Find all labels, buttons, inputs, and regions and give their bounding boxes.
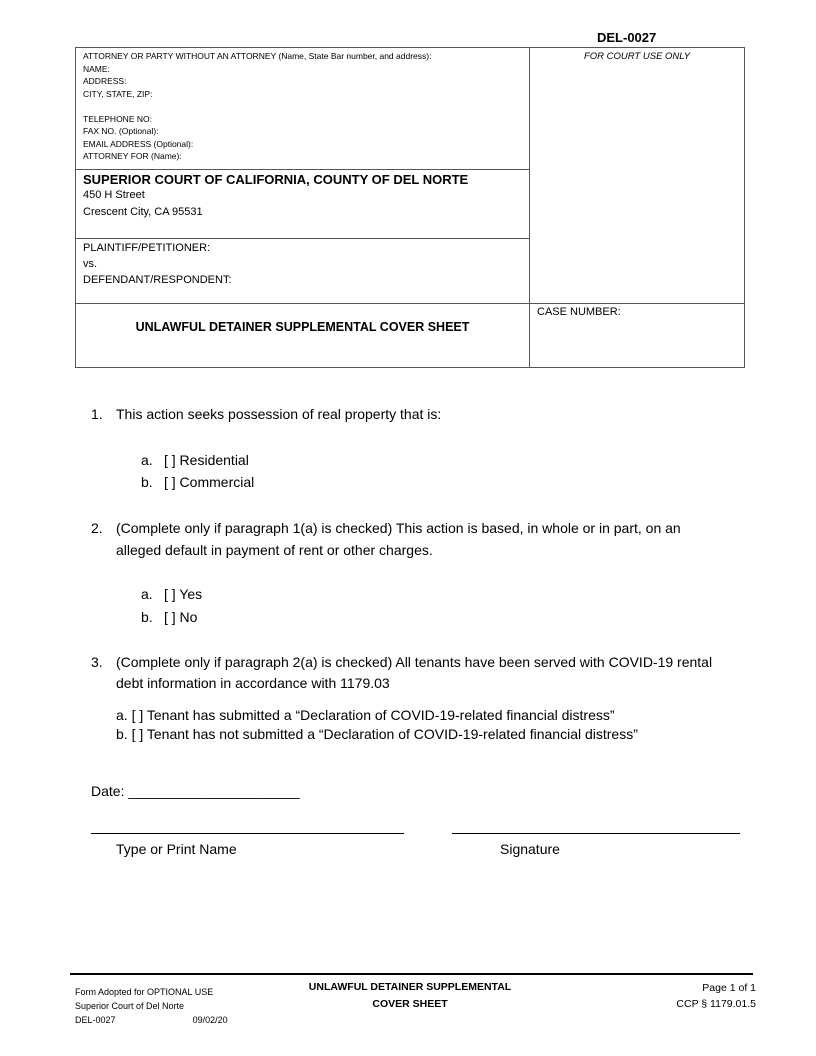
q2a-label: a. [141,586,153,602]
date-field[interactable]: Date: ______________________ [91,783,300,799]
footer-left [75,985,228,1027]
document-title: UNLAWFUL DETAINER SUPPLEMENTAL COVER SHEET [135,320,470,334]
case-number-box [529,303,745,368]
q3a-submitted-option[interactable]: a. [ ] Tenant has submitted a “Declaration of COVID-19-related financial distress” [116,707,615,723]
q3b-not-submitted-option[interactable]: b. [ ] Tenant has not submitted a “Declaration of COVID-19-related financial distress” [116,726,638,742]
footer-rule [70,973,753,975]
q1a-label: a. [141,452,153,468]
court-address-city: Crescent City, CA 95531 [83,206,203,218]
print-name-label: Type or Print Name [116,841,237,857]
attorney-box [75,47,530,170]
footer-form-date: 09/02/20 [192,1015,228,1025]
vs-label: vs. [83,258,98,270]
footer-court: Superior Court of Del Norte [75,1001,185,1011]
footer-statute: CCP § 1179.01.5 [676,998,756,1010]
court-box [75,169,530,239]
footer-page-number: Page 1 of 1 [702,982,756,994]
footer-adopted: Form Adopted for OPTIONAL USE [75,987,214,997]
footer-form-id-row [75,1013,228,1027]
form-id: DEL-0027 [597,30,657,45]
q3-text-line2: debt information in accordance with 1179.03 [116,675,390,691]
footer-center [280,979,540,1013]
attorney-email-label: EMAIL ADDRESS (Optional): [83,138,194,149]
attorney-city-label: CITY, STATE, ZIP: [83,88,153,99]
attorney-telephone-label: TELEPHONE NO: [83,113,152,124]
q1b-commercial-option[interactable]: [ ] Commercial [164,474,255,490]
footer-title-line1: UNLAWFUL DETAINER SUPPLEMENTAL [308,981,512,993]
attorney-fax-label: FAX NO. (Optional): [83,126,159,136]
signature-label: Signature [500,841,560,857]
defendant-label: DEFENDANT/RESPONDENT: [83,274,232,286]
q2-text-line1: (Complete only if paragraph 1(a) is checked) This action is based, in whole or in part, on an [116,520,681,536]
q1-text: This action seeks possession of real property that is: [116,406,442,422]
footer-form-id: DEL-0027 [75,1015,116,1025]
q1-number: 1. [91,406,103,422]
case-number-label: CASE NUMBER: [537,306,621,318]
court-name: SUPERIOR COURT OF CALIFORNIA, COUNTY OF DEL NORTE [83,172,469,187]
q2-number: 2. [91,520,103,536]
attorney-for-label: ATTORNEY FOR (Name): [83,151,182,161]
q2b-no-option[interactable]: [ ] No [164,609,198,625]
attorney-address-label: ADDRESS: [83,76,127,86]
q2b-label: b. [141,609,153,625]
print-name-line[interactable] [91,833,404,834]
q2-text-line2: alleged default in payment of rent or other charges. [116,542,433,558]
court-use-label: FOR COURT USE ONLY [583,51,691,62]
q1b-label: b. [141,474,153,490]
attorney-heading: ATTORNEY OR PARTY WITHOUT AN ATTORNEY (Name, State Bar number, and address): [83,51,432,61]
q3-number: 3. [91,654,103,670]
footer-title-line2: COVER SHEET [372,998,448,1010]
court-address-street: 450 H Street [83,189,145,201]
footer-right [600,980,756,1012]
title-box [75,303,530,368]
parties-box [75,238,530,304]
q2a-yes-option[interactable]: [ ] Yes [164,586,203,602]
court-use-box [529,47,745,304]
signature-line[interactable] [452,833,740,834]
attorney-name-label: NAME: [83,63,110,74]
q1a-residential-option[interactable]: [ ] Residential [164,452,249,468]
plaintiff-label: PLAINTIFF/PETITIONER: [83,242,211,254]
q3-text-line1: (Complete only if paragraph 2(a) is checked) All tenants have been served with COVID-19 rental [116,654,713,670]
